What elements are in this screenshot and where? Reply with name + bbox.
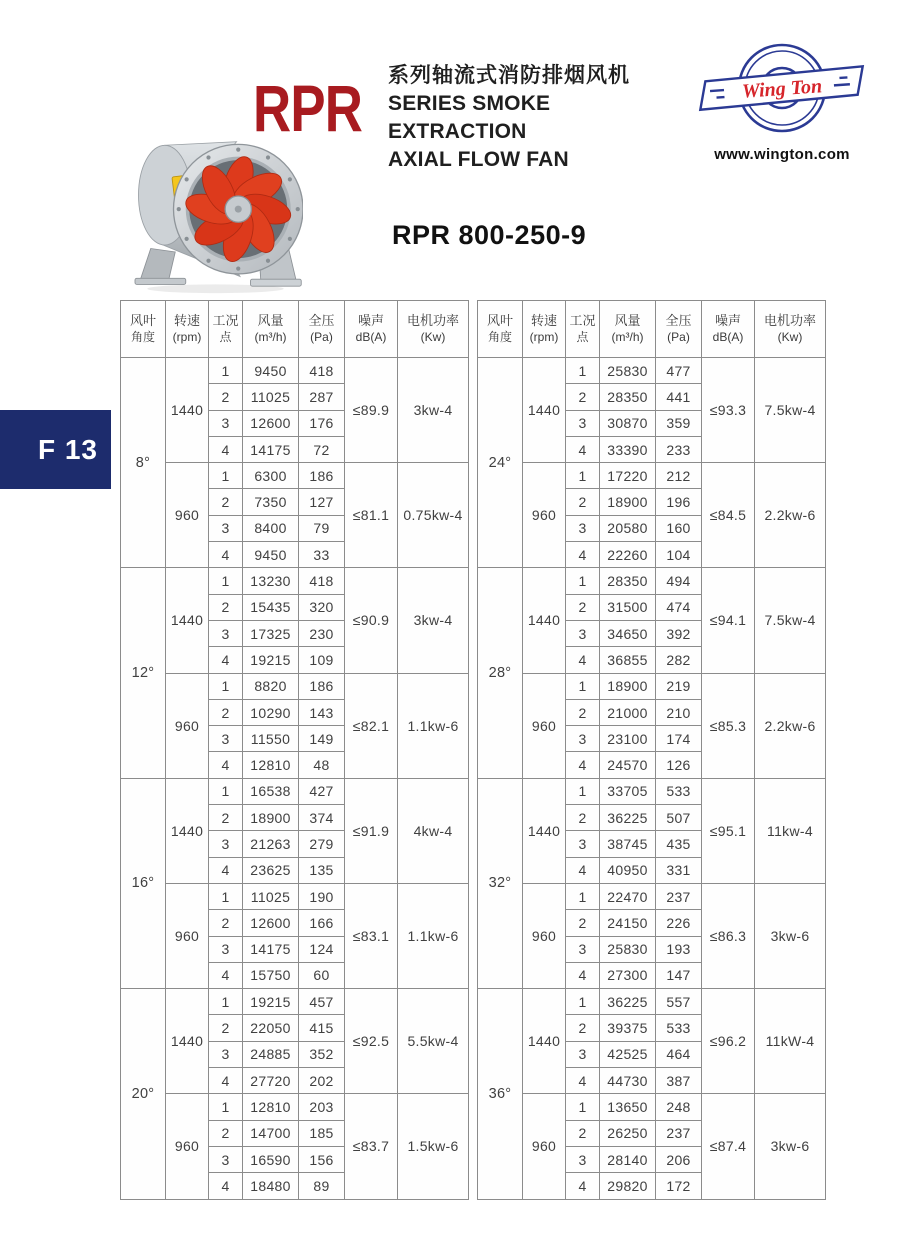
point-cell: 2 (566, 805, 600, 831)
point-cell: 3 (566, 1041, 600, 1067)
flow-cell: 18900 (600, 489, 656, 515)
point-cell: 1 (209, 778, 243, 804)
flow-cell: 24885 (243, 1041, 299, 1067)
power-cell: 0.75kw-4 (398, 463, 469, 568)
noise-cell: ≤96.2 (702, 989, 755, 1094)
point-cell: 2 (566, 1120, 600, 1146)
flow-cell: 36225 (600, 805, 656, 831)
point-cell: 1 (566, 989, 600, 1015)
power-cell: 3kw-6 (755, 883, 826, 988)
flow-cell: 19215 (243, 989, 299, 1015)
power-cell: 1.1kw-6 (398, 883, 469, 988)
flow-cell: 18480 (243, 1173, 299, 1199)
noise-cell: ≤83.1 (345, 883, 398, 988)
column-header: 风叶 角度 (478, 301, 523, 358)
column-header: 全压 (Pa) (299, 301, 345, 358)
flow-cell: 14175 (243, 936, 299, 962)
rpm-cell: 1440 (523, 778, 566, 883)
table-row (121, 568, 469, 594)
pressure-cell: 147 (656, 962, 702, 988)
flow-cell: 44730 (600, 1068, 656, 1094)
point-cell: 1 (566, 778, 600, 804)
point-cell: 4 (566, 1068, 600, 1094)
flow-cell: 15750 (243, 962, 299, 988)
flow-cell: 22050 (243, 1015, 299, 1041)
flow-cell: 30870 (600, 410, 656, 436)
point-cell: 1 (566, 1094, 600, 1120)
flow-cell: 20580 (600, 515, 656, 541)
page-index-label: F 13 (37, 433, 98, 465)
pressure-cell: 474 (656, 594, 702, 620)
angle-cell: 20° (121, 989, 166, 1199)
pressure-cell: 441 (656, 384, 702, 410)
pressure-cell: 48 (299, 752, 345, 778)
pressure-cell: 212 (656, 463, 702, 489)
rpm-cell: 960 (166, 673, 209, 778)
point-cell: 2 (209, 1015, 243, 1041)
flow-cell: 17220 (600, 463, 656, 489)
table-row (478, 568, 826, 594)
column-header: 工况 点 (209, 301, 243, 358)
pressure-cell: 202 (299, 1068, 345, 1094)
flow-cell: 16590 (243, 1146, 299, 1172)
pressure-cell: 126 (656, 752, 702, 778)
power-cell: 3kw-4 (398, 358, 469, 463)
power-cell: 3kw-6 (755, 1094, 826, 1199)
power-cell: 11kW-4 (755, 989, 826, 1094)
point-cell: 1 (209, 989, 243, 1015)
pressure-cell: 287 (299, 384, 345, 410)
table-row (121, 358, 469, 384)
point-cell: 3 (566, 410, 600, 436)
title-english-line2: AXIAL FLOW FAN (388, 148, 569, 172)
pressure-cell: 33 (299, 542, 345, 568)
point-cell: 2 (566, 910, 600, 936)
flow-cell: 15435 (243, 594, 299, 620)
flow-cell: 22470 (600, 883, 656, 909)
column-header: 转速 (rpm) (166, 301, 209, 358)
table-row (478, 673, 826, 699)
rpm-cell: 1440 (523, 358, 566, 463)
pressure-cell: 135 (299, 857, 345, 883)
flow-cell: 11025 (243, 883, 299, 909)
point-cell: 2 (209, 805, 243, 831)
flow-cell: 18900 (600, 673, 656, 699)
column-header: 风叶 角度 (121, 301, 166, 358)
pressure-cell: 104 (656, 542, 702, 568)
flow-cell: 8400 (243, 515, 299, 541)
flow-cell: 36855 (600, 647, 656, 673)
pressure-cell: 533 (656, 1015, 702, 1041)
point-cell: 4 (566, 962, 600, 988)
flow-cell: 14700 (243, 1120, 299, 1146)
pressure-cell: 533 (656, 778, 702, 804)
point-cell: 2 (566, 384, 600, 410)
flow-cell: 23100 (600, 726, 656, 752)
pressure-cell: 418 (299, 358, 345, 384)
noise-cell: ≤85.3 (702, 673, 755, 778)
power-cell: 2.2kw-6 (755, 673, 826, 778)
pressure-cell: 219 (656, 673, 702, 699)
flow-cell: 13230 (243, 568, 299, 594)
point-cell: 2 (209, 594, 243, 620)
rpm-cell: 960 (166, 883, 209, 988)
column-header: 噪声 dB(A) (345, 301, 398, 358)
noise-cell: ≤83.7 (345, 1094, 398, 1199)
noise-cell: ≤82.1 (345, 673, 398, 778)
title-block (388, 62, 688, 174)
pressure-cell: 166 (299, 910, 345, 936)
table-row (121, 673, 469, 699)
point-cell: 1 (209, 883, 243, 909)
flow-cell: 13650 (600, 1094, 656, 1120)
point-cell: 2 (566, 1015, 600, 1041)
point-cell: 2 (566, 699, 600, 725)
point-cell: 3 (209, 620, 243, 646)
point-cell: 2 (566, 489, 600, 515)
pressure-cell: 127 (299, 489, 345, 515)
column-header: 电机功率 (Kw) (398, 301, 469, 358)
pressure-cell: 206 (656, 1146, 702, 1172)
angle-cell: 24° (478, 358, 523, 568)
noise-cell: ≤84.5 (702, 463, 755, 568)
pressure-cell: 457 (299, 989, 345, 1015)
company-logo (682, 42, 882, 163)
pressure-cell: 494 (656, 568, 702, 594)
table-row (478, 778, 826, 804)
pressure-cell: 237 (656, 883, 702, 909)
flow-cell: 21263 (243, 831, 299, 857)
point-cell: 4 (209, 542, 243, 568)
table-row (478, 883, 826, 909)
flow-cell: 34650 (600, 620, 656, 646)
rpm-cell: 1440 (166, 778, 209, 883)
flow-cell: 17325 (243, 620, 299, 646)
power-cell: 1.1kw-6 (398, 673, 469, 778)
point-cell: 1 (566, 883, 600, 909)
pressure-cell: 233 (656, 436, 702, 462)
point-cell: 2 (209, 910, 243, 936)
point-cell: 4 (209, 1173, 243, 1199)
rpm-cell: 1440 (166, 568, 209, 673)
power-cell: 3kw-4 (398, 568, 469, 673)
brand-name: RPR (253, 71, 363, 145)
flow-cell: 36225 (600, 989, 656, 1015)
pressure-cell: 109 (299, 647, 345, 673)
flow-cell: 11550 (243, 726, 299, 752)
point-cell: 4 (566, 752, 600, 778)
flow-cell: 19215 (243, 647, 299, 673)
point-cell: 3 (209, 515, 243, 541)
pressure-cell: 186 (299, 463, 345, 489)
title-chinese: 系列轴流式消防排烟风机 (388, 64, 630, 87)
angle-cell: 28° (478, 568, 523, 778)
flow-cell: 9450 (243, 358, 299, 384)
pressure-cell: 60 (299, 962, 345, 988)
noise-cell: ≤92.5 (345, 989, 398, 1094)
flow-cell: 28140 (600, 1146, 656, 1172)
pressure-cell: 477 (656, 358, 702, 384)
flow-cell: 21000 (600, 699, 656, 725)
point-cell: 3 (209, 410, 243, 436)
flow-cell: 39375 (600, 1015, 656, 1041)
flow-cell: 28350 (600, 568, 656, 594)
point-cell: 4 (566, 857, 600, 883)
noise-cell: ≤90.9 (345, 568, 398, 673)
point-cell: 4 (209, 962, 243, 988)
point-cell: 3 (209, 1041, 243, 1067)
point-cell: 2 (209, 699, 243, 725)
pressure-cell: 230 (299, 620, 345, 646)
pressure-cell: 418 (299, 568, 345, 594)
power-cell: 7.5kw-4 (755, 358, 826, 463)
flow-cell: 38745 (600, 831, 656, 857)
point-cell: 4 (209, 1068, 243, 1094)
power-cell: 2.2kw-6 (755, 463, 826, 568)
pressure-cell: 193 (656, 936, 702, 962)
noise-cell: ≤89.9 (345, 358, 398, 463)
flow-cell: 24150 (600, 910, 656, 936)
pressure-cell: 392 (656, 620, 702, 646)
noise-cell: ≤86.3 (702, 883, 755, 988)
pressure-cell: 156 (299, 1146, 345, 1172)
power-cell: 1.5kw-6 (398, 1094, 469, 1199)
title-english-line1: SERIES SMOKE EXTRACTION (388, 92, 551, 144)
point-cell: 2 (566, 594, 600, 620)
pressure-cell: 89 (299, 1173, 345, 1199)
pressure-cell: 210 (656, 699, 702, 725)
pressure-cell: 248 (656, 1094, 702, 1120)
pressure-cell: 415 (299, 1015, 345, 1041)
pressure-cell: 174 (656, 726, 702, 752)
flow-cell: 22260 (600, 542, 656, 568)
flow-cell: 33705 (600, 778, 656, 804)
column-header: 转速 (rpm) (523, 301, 566, 358)
flow-cell: 31500 (600, 594, 656, 620)
angle-cell: 36° (478, 989, 523, 1199)
flow-cell: 26250 (600, 1120, 656, 1146)
point-cell: 2 (209, 489, 243, 515)
point-cell: 4 (566, 1173, 600, 1199)
point-cell: 4 (209, 752, 243, 778)
table-row (121, 1094, 469, 1120)
pressure-cell: 359 (656, 410, 702, 436)
table-row (478, 358, 826, 384)
angle-cell: 32° (478, 778, 523, 988)
pressure-cell: 237 (656, 1120, 702, 1146)
noise-cell: ≤87.4 (702, 1094, 755, 1199)
rpm-cell: 960 (166, 1094, 209, 1199)
rpm-cell: 1440 (166, 358, 209, 463)
flow-cell: 28350 (600, 384, 656, 410)
point-cell: 1 (566, 358, 600, 384)
rpm-cell: 1440 (166, 989, 209, 1094)
point-cell: 4 (566, 647, 600, 673)
angle-cell: 12° (121, 568, 166, 778)
flow-cell: 23625 (243, 857, 299, 883)
table-row (121, 463, 469, 489)
flow-cell: 12810 (243, 752, 299, 778)
pressure-cell: 149 (299, 726, 345, 752)
power-cell: 4kw-4 (398, 778, 469, 883)
noise-cell: ≤93.3 (702, 358, 755, 463)
point-cell: 4 (209, 436, 243, 462)
rpm-cell: 960 (523, 1094, 566, 1199)
flow-cell: 27720 (243, 1068, 299, 1094)
pressure-cell: 226 (656, 910, 702, 936)
pressure-cell: 352 (299, 1041, 345, 1067)
pressure-cell: 374 (299, 805, 345, 831)
rpm-cell: 1440 (523, 989, 566, 1094)
pressure-cell: 186 (299, 673, 345, 699)
flow-cell: 27300 (600, 962, 656, 988)
point-cell: 4 (566, 436, 600, 462)
point-cell: 3 (566, 831, 600, 857)
pressure-cell: 279 (299, 831, 345, 857)
flow-cell: 29820 (600, 1173, 656, 1199)
pressure-cell: 464 (656, 1041, 702, 1067)
point-cell: 3 (209, 726, 243, 752)
performance-table-right (477, 300, 826, 1200)
model-number: RPR 800-250-9 (392, 220, 587, 250)
wington-logo-icon (694, 42, 870, 144)
noise-cell: ≤81.1 (345, 463, 398, 568)
table-row (478, 989, 826, 1015)
point-cell: 3 (209, 936, 243, 962)
point-cell: 4 (566, 542, 600, 568)
point-cell: 1 (209, 358, 243, 384)
pressure-cell: 124 (299, 936, 345, 962)
point-cell: 2 (209, 384, 243, 410)
pressure-cell: 160 (656, 515, 702, 541)
page-index-tab (0, 410, 111, 489)
angle-cell: 8° (121, 358, 166, 568)
flow-cell: 7350 (243, 489, 299, 515)
pressure-cell: 320 (299, 594, 345, 620)
point-cell: 1 (209, 463, 243, 489)
pressure-cell: 79 (299, 515, 345, 541)
flow-cell: 16538 (243, 778, 299, 804)
column-header: 全压 (Pa) (656, 301, 702, 358)
power-cell: 7.5kw-4 (755, 568, 826, 673)
table-row (121, 883, 469, 909)
flow-cell: 24570 (600, 752, 656, 778)
column-header: 风量 (m³/h) (243, 301, 299, 358)
point-cell: 3 (209, 1146, 243, 1172)
flow-cell: 8820 (243, 673, 299, 699)
pressure-cell: 282 (656, 647, 702, 673)
fan-product-image (128, 126, 303, 294)
power-cell: 5.5kw-4 (398, 989, 469, 1094)
point-cell: 1 (566, 568, 600, 594)
flow-cell: 42525 (600, 1041, 656, 1067)
point-cell: 1 (566, 463, 600, 489)
table-row (478, 463, 826, 489)
flow-cell: 11025 (243, 384, 299, 410)
rpm-cell: 960 (166, 463, 209, 568)
point-cell: 3 (566, 936, 600, 962)
flow-cell: 25830 (600, 936, 656, 962)
point-cell: 3 (566, 515, 600, 541)
rpm-cell: 960 (523, 463, 566, 568)
point-cell: 4 (209, 647, 243, 673)
point-cell: 3 (566, 726, 600, 752)
axial-fan-icon (128, 126, 303, 294)
flow-cell: 12600 (243, 410, 299, 436)
website-url: www.wington.com (714, 146, 850, 163)
pressure-cell: 143 (299, 699, 345, 725)
point-cell: 3 (566, 620, 600, 646)
noise-cell: ≤95.1 (702, 778, 755, 883)
point-cell: 1 (209, 673, 243, 699)
pressure-cell: 387 (656, 1068, 702, 1094)
pressure-cell: 557 (656, 989, 702, 1015)
rpm-cell: 960 (523, 883, 566, 988)
point-cell: 1 (209, 568, 243, 594)
table-row (121, 989, 469, 1015)
noise-cell: ≤91.9 (345, 778, 398, 883)
point-cell: 3 (566, 1146, 600, 1172)
pressure-cell: 190 (299, 883, 345, 909)
point-cell: 3 (209, 831, 243, 857)
pressure-cell: 203 (299, 1094, 345, 1120)
point-cell: 1 (566, 673, 600, 699)
flow-cell: 33390 (600, 436, 656, 462)
flow-cell: 14175 (243, 436, 299, 462)
table-row (121, 778, 469, 804)
pressure-cell: 435 (656, 831, 702, 857)
flow-cell: 40950 (600, 857, 656, 883)
pressure-cell: 185 (299, 1120, 345, 1146)
power-cell: 11kw-4 (755, 778, 826, 883)
rpm-cell: 1440 (523, 568, 566, 673)
noise-cell: ≤94.1 (702, 568, 755, 673)
column-header: 工况 点 (566, 301, 600, 358)
flow-cell: 10290 (243, 699, 299, 725)
table-row (478, 1094, 826, 1120)
flow-cell: 6300 (243, 463, 299, 489)
column-header: 风量 (m³/h) (600, 301, 656, 358)
pressure-cell: 196 (656, 489, 702, 515)
flow-cell: 25830 (600, 358, 656, 384)
pressure-cell: 507 (656, 805, 702, 831)
flow-cell: 9450 (243, 542, 299, 568)
point-cell: 1 (209, 1094, 243, 1120)
column-header: 电机功率 (Kw) (755, 301, 826, 358)
pressure-cell: 427 (299, 778, 345, 804)
angle-cell: 16° (121, 778, 166, 988)
pressure-cell: 72 (299, 436, 345, 462)
rpm-cell: 960 (523, 673, 566, 778)
pressure-cell: 331 (656, 857, 702, 883)
flow-cell: 12810 (243, 1094, 299, 1120)
point-cell: 2 (209, 1120, 243, 1146)
flow-cell: 12600 (243, 910, 299, 936)
pressure-cell: 176 (299, 410, 345, 436)
performance-table-left (120, 300, 469, 1200)
pressure-cell: 172 (656, 1173, 702, 1199)
flow-cell: 18900 (243, 805, 299, 831)
svg-text:Wing Ton: Wing Ton (741, 75, 823, 103)
point-cell: 4 (209, 857, 243, 883)
column-header: 噪声 dB(A) (702, 301, 755, 358)
